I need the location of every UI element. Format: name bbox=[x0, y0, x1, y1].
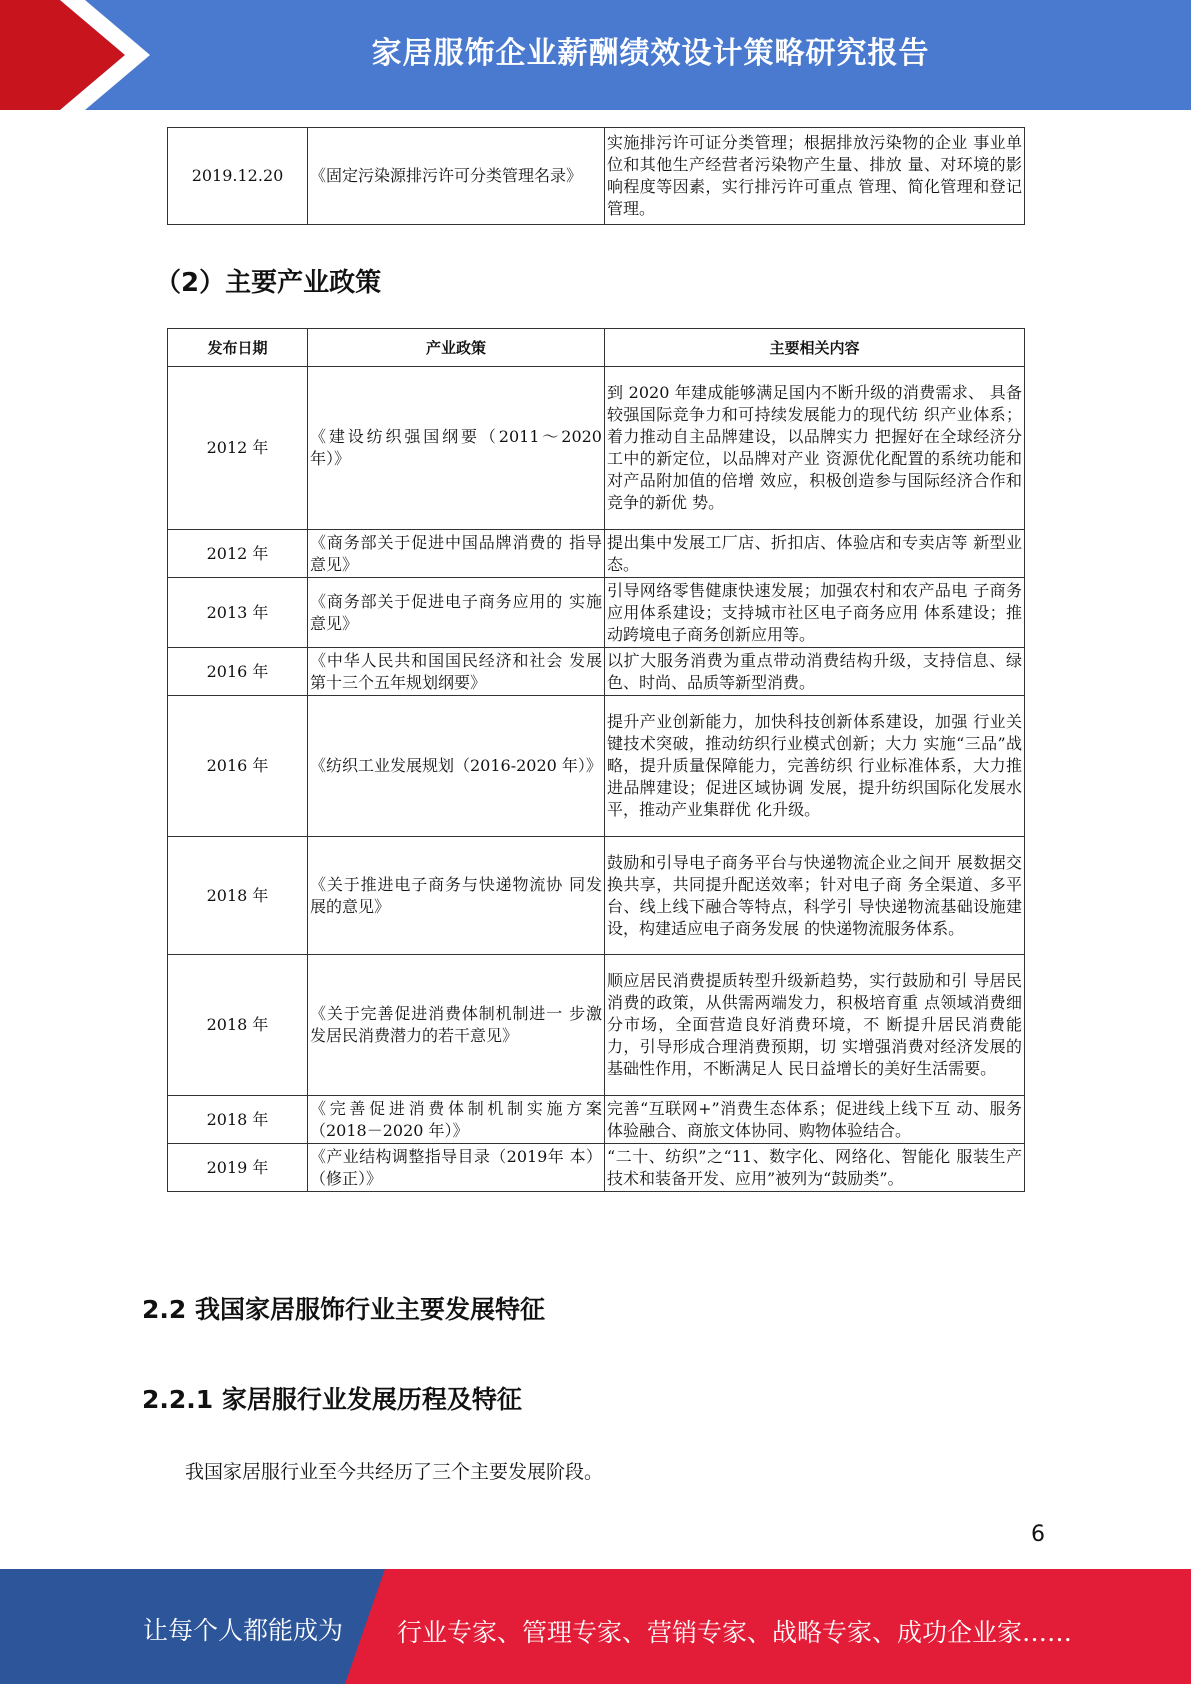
cell-policy: 《固定污染源排污许可分类管理名录》 bbox=[308, 128, 605, 225]
cell-date: 2019 年 bbox=[168, 1144, 308, 1192]
footer-slogan-left: 让每个人都能成为 bbox=[143, 1616, 344, 1645]
cell-content: 以扩大服务消费为重点带动消费结构升级，支持信息、绿色、时尚、品质等新型消费。 bbox=[605, 648, 1025, 696]
table-row bbox=[168, 696, 1025, 837]
cell-date: 2012 年 bbox=[168, 530, 308, 578]
section-heading-2-2: 2.2 我国家居服饰行业主要发展特征 bbox=[142, 1295, 545, 1324]
cell-date: 2016 年 bbox=[168, 648, 308, 696]
cell-content: 完善“互联网+”消费生态体系；促进线上线下互 动、服务体验融合、商旅文体协同、购物体验结合。 bbox=[605, 1096, 1025, 1144]
cell-policy: 《关于推进电子商务与快递物流协 同发展的意见》 bbox=[308, 837, 605, 955]
cell-content: 到 2020 年建成能够满足国内不断升级的消费需求、 具备较强国际竞争力和可持续发展能力的现代纺 织产业体系；着力推动自主品牌建设，以品牌实力 把握好在全球经济分工中的新定位，以品牌对产业 资源优化配置的系统功能和对产品附加值的倍增 效应，积极创造参与国际经济合作和竞争的新优 势。 bbox=[605, 367, 1025, 530]
cell-date: 2016 年 bbox=[168, 696, 308, 837]
cell-policy: 《产业结构调整指导目录（2019年 本）（修正）》 bbox=[308, 1144, 605, 1192]
cell-date: 2018 年 bbox=[168, 837, 308, 955]
cell-content: 引导网络零售健康快速发展；加强农村和农产品电 子商务应用体系建设；支持城市社区电子商务应用 体系建设；推动跨境电子商务创新应用等。 bbox=[605, 578, 1025, 648]
cell-content: 实施排污许可证分类管理；根据排放污染物的企业 事业单位和其他生产经营者污染物产生量、排放 量、对环境的影响程度等因素，实行排污许可重点 管理、简化管理和登记管理。 bbox=[605, 128, 1025, 225]
cell-policy: 《商务部关于促进电子商务应用的 实施意见》 bbox=[308, 578, 605, 648]
cell-date: 2018 年 bbox=[168, 1096, 308, 1144]
table-row bbox=[168, 367, 1025, 530]
table-row bbox=[168, 648, 1025, 696]
footer-banner bbox=[0, 1569, 1191, 1684]
section-subheading: （2）主要产业政策 bbox=[155, 268, 382, 298]
section-heading-2-2-1: 2.2.1 家居服行业发展历程及特征 bbox=[142, 1385, 522, 1414]
table-row bbox=[168, 578, 1025, 648]
footer-slogan-right: 行业专家、管理专家、营销专家、战略专家、成功企业家…… bbox=[397, 1618, 1073, 1647]
page-number: 6 bbox=[1031, 1522, 1045, 1547]
header-date: 发布日期 bbox=[168, 329, 308, 367]
cell-content: 顺应居民消费提质转型升级新趋势，实行鼓励和引 导居民消费的政策，从供需两端发力，积极培育重 点领域消费细分市场，全面营造良好消费环境，不 断提升居民消费能力，引导形成合理消费预期，切 实增强消费对经济发展的基础性作用，不断满足人 民日益增长的美好生活需要。 bbox=[605, 955, 1025, 1096]
cell-content: “二十、纺织”之“11、数字化、网络化、智能化 服装生产技术和装备开发、应用”被列为“鼓励类”。 bbox=[605, 1144, 1025, 1192]
cell-policy: 《中华人民共和国国民经济和社会 发展第十三个五年规划纲要》 bbox=[308, 648, 605, 696]
table-header-row bbox=[168, 329, 1025, 367]
cell-date: 2013 年 bbox=[168, 578, 308, 648]
table-row bbox=[168, 1144, 1025, 1192]
header-policy: 产业政策 bbox=[308, 329, 605, 367]
table-row bbox=[168, 128, 1025, 225]
cell-date: 2018 年 bbox=[168, 955, 308, 1096]
cell-content: 提出集中发展工厂店、折扣店、体验店和专卖店等 新型业态。 bbox=[605, 530, 1025, 578]
policy-table bbox=[167, 328, 1025, 1192]
cell-date: 2019.12.20 bbox=[168, 128, 308, 225]
cell-policy: 《商务部关于促进中国品牌消费的 指导意见》 bbox=[308, 530, 605, 578]
table-top bbox=[167, 127, 1025, 225]
cell-policy: 《建设纺织强国纲要（2011～2020 年）》 bbox=[308, 367, 605, 530]
cell-policy: 《纺织工业发展规划（2016-2020 年）》 bbox=[308, 696, 605, 837]
header-banner bbox=[0, 0, 1191, 110]
cell-policy: 《关于完善促进消费体制机制进一 步激发居民消费潜力的若干意见》 bbox=[308, 955, 605, 1096]
report-title: 家居服饰企业薪酬绩效设计策略研究报告 bbox=[371, 36, 930, 71]
header-content: 主要相关内容 bbox=[605, 329, 1025, 367]
body-paragraph: 我国家居服行业至今共经历了三个主要发展阶段。 bbox=[185, 1461, 604, 1483]
cell-date: 2012 年 bbox=[168, 367, 308, 530]
table-row bbox=[168, 530, 1025, 578]
table-row bbox=[168, 955, 1025, 1096]
cell-content: 提升产业创新能力，加快科技创新体系建设，加强 行业关键技术突破，推动纺织行业模式创新；大力 实施“三品”战略，提升质量保障能力，完善纺织 行业标准体系，大力推进品牌建设；促进区域协调 发展，提升纺织国际化发展水平，推动产业集群优 化升级。 bbox=[605, 696, 1025, 837]
table-row bbox=[168, 837, 1025, 955]
cell-policy: 《完善促进消费体制机制实施方案（2018－2020 年）》 bbox=[308, 1096, 605, 1144]
table-row bbox=[168, 1096, 1025, 1144]
cell-content: 鼓励和引导电子商务平台与快递物流企业之间开 展数据交换共享，共同提升配送效率；针对电子商 务全渠道、多平台、线上线下融合等特点，科学引 导快递物流基础设施建设，构建适应电子商务发展 的快递物流服务体系。 bbox=[605, 837, 1025, 955]
